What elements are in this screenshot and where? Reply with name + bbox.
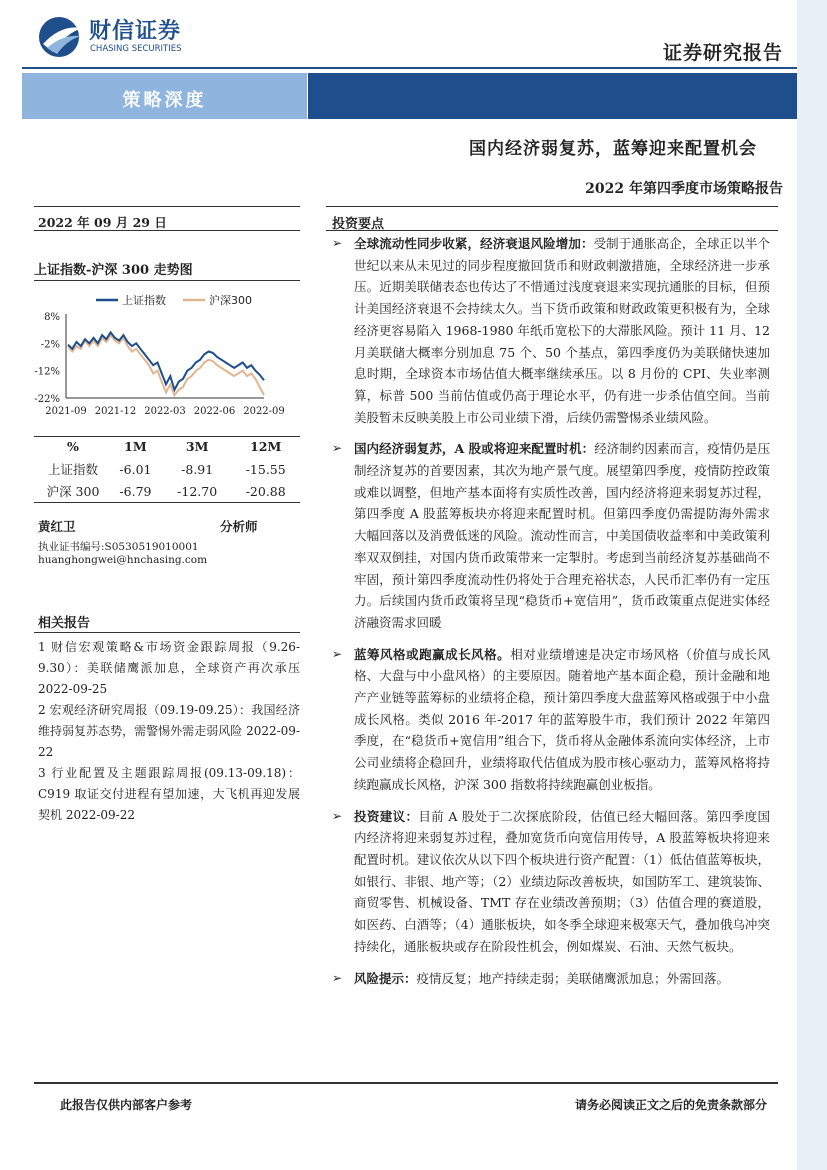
report-date: 2022 年 09 月 29 日 xyxy=(38,215,167,230)
performance-table xyxy=(38,434,300,502)
top-divider xyxy=(22,67,797,69)
arrow-bullet-icon: ➢ xyxy=(332,970,343,985)
perf-header-cell: 3M xyxy=(185,438,209,454)
banner-label: 策略深度 xyxy=(122,90,207,111)
side-strip xyxy=(797,0,827,1170)
legend-label: 沪深300 xyxy=(209,294,252,307)
arrow-bullet-icon: ➢ xyxy=(332,646,343,661)
footer-rule xyxy=(34,1082,778,1084)
legend-label: 上证指数 xyxy=(122,294,166,307)
index-trend-chart xyxy=(28,288,300,423)
series-line-0 xyxy=(68,332,264,389)
x-tick-label: 2022-03 xyxy=(144,406,186,417)
table-top-rule xyxy=(34,436,300,437)
related-section-label: 相关报告 xyxy=(38,616,91,631)
banner-bar xyxy=(308,73,797,119)
bullet-body: 目前 A 股处于二次探底阶段，估值已经大幅回落。第四季度国内经济将迎来弱复苏过程，叠加宽货币向宽信用传导，A 股蓝筹板块将迎来配置时机。建议依次从以下四个板块进行资产配置：（1）低估值蓝筹板块，如银行、非银、地产等；（2）业绩边际改善板块，如国防军工、建筑装饰、商贸零售、机械设备、TMT 存在业绩改善预期；（3）估值合理的赛道股，如医药、白酒等；（4）通胀板块，如冬季全球迎来极寒天气，叠加俄乌冲突持续化，通胀板块或存在阶段性机会，例如煤炭、石油、天然气板块。 xyxy=(354,808,770,954)
y-tick-label: -12% xyxy=(34,366,60,378)
y-tick-label: 8% xyxy=(44,312,60,323)
bullet-body: 受制于通胀高企，全球正以半个世纪以来从未见过的同步程度撤回货币和财政刺激措施，全球经济进一步承压。近期美联储表态也传达了不惜通过浅度衰退来实现抗通胀的目标，但预计美国经济衰退不会持续太久。当下货币政策和财政政策更积极有为，全球经济更容易陷入 1968-1980 年纸币宽松下的大滞胀风险。预计 11 月、12 月美联储大概率分别加息 75 个、50 个基点，第四季度仍为美联储快速加息时期，全球资本市场估值大概率继续承压。以 8 月份的 CPI、失业率测算，标普 500 当前估值或仍高于理论水平，仍有进一步杀估值空间。当前美股暂未反映美股上市公司业绩下滑，后续仍需警惕杀业绩风险。 xyxy=(354,236,770,425)
company-logo xyxy=(37,14,197,60)
perf-cell: -20.88 xyxy=(245,483,286,499)
perf-header-cell: % xyxy=(67,438,79,454)
key-points-list xyxy=(330,233,770,999)
x-tick-label: 2021-09 xyxy=(45,406,87,417)
footer-disclaimer: 请务必阅读正文之后的免责条款部分 xyxy=(574,1098,767,1112)
left-top-rule xyxy=(34,206,300,207)
logo-emblem-icon xyxy=(37,14,87,60)
arrow-bullet-icon: ➢ xyxy=(332,441,343,456)
arrow-bullet-icon: ➢ xyxy=(332,808,343,823)
banner-category xyxy=(22,73,307,119)
bullet-heading: 全球流动性同步收紧，经济衰退风险增加： xyxy=(354,236,594,251)
perf-cell: -12.70 xyxy=(177,483,218,499)
perf-cell: 上证指数 xyxy=(47,462,98,477)
table-bottom-rule xyxy=(34,502,300,503)
perf-cell: -8.91 xyxy=(181,461,214,477)
list-item xyxy=(330,233,770,428)
bullet-heading: 风险提示： xyxy=(354,970,417,986)
perf-header-cell: 1M xyxy=(124,438,147,454)
bullet-body: 疫情反复；地产持续走弱；美联储鹰派加息；外需回落。 xyxy=(416,970,730,986)
list-item xyxy=(330,968,770,990)
perf-header-cell: 12M xyxy=(250,438,282,454)
footer-note: 此报告仅供内部客户参考 xyxy=(60,1098,193,1112)
arrow-bullet-icon: ➢ xyxy=(332,236,343,250)
analyst-cert: 执业证书编号:S0530519010001 xyxy=(38,541,199,553)
list-item xyxy=(330,644,770,796)
performance-header-row xyxy=(38,434,300,458)
bullet-body: 经济制约因素而言，疫情仍是压制经济复苏的首要因素，其次为地产景气度。展望第四季度，疫情防控政策或难以调整，但地产基本面将有实质性改善，国内经济将迎来弱复苏过程，第四季度 A 股蓝筹板块亦将迎来配置时机。但第四季度仍需提防海外需求大幅回落以及消费低迷的风险。流动性而言，中美国债收益率和中美政策利率双双倒挂，对国内货币政策带来一定掣肘。考虑到当前经济复苏基础尚不牢固，预计第四季度流动性仍将处于合理充裕状态，人民币汇率仍有一定压力。后续国内货币政策将呈现“稳货币+宽信用”，货币政策重点促进实体经济融资需求回暖 xyxy=(354,441,770,630)
report-type: 证券研究报告 xyxy=(662,42,783,64)
right-top-rule xyxy=(326,206,778,207)
perf-cell: -15.55 xyxy=(245,461,286,477)
table-row xyxy=(38,480,300,502)
x-tick-label: 2022-06 xyxy=(193,406,236,417)
kp-rule xyxy=(326,230,778,231)
perf-cell: -6.79 xyxy=(119,483,152,499)
perf-cell: -6.01 xyxy=(119,461,152,477)
related-report-link[interactable]: 3 行业配置及主题跟踪周报(09.13-09.18)：C919 取证交付进程有望加速，大飞机再迎发展契机 2022-09-22 xyxy=(38,766,300,822)
page-title: 国内经济弱复苏，蓝筹迎来配置机会 xyxy=(469,139,757,159)
logo-name-en: CHASING SECURITIES xyxy=(90,44,182,54)
analyst-name: 黄红卫 xyxy=(38,519,76,534)
y-tick-label: -22% xyxy=(34,394,60,405)
analyst-email-link[interactable]: huanghongwei@hnchasing.com xyxy=(38,554,208,566)
related-report-link[interactable]: 2 宏观经济研究周报（09.19-09.25）：我国经济维持弱复苏态势，需警惕外需走弱风险 2022-09-22 xyxy=(38,703,300,759)
bullet-body: 相对业绩增速是决定市场风格（价值与成长风格、大盘与中小盘风格）的主要原因。随着地产基本面企稳，预计金融和地产产业链等蓝筹标的业绩将企稳，预计第四季度大盘蓝筹风格或强于中小盘成长风格。类似 2016 年-2017 年的蓝筹股牛市，我们预计 2022 年第四季度，在“稳货币+宽信用”组合下，货币将从金融体系流向实体经济，上市公司业绩将企稳回升，业绩将取代估值成为股市核心驱动力，蓝筹风格将持续跑赢成长风格，沪深 300 指数将持续跑赢创业板指。 xyxy=(354,646,770,792)
list-item xyxy=(330,806,770,958)
x-tick-label: 2021-12 xyxy=(94,406,137,417)
chart-section-label: 上证指数-沪深 300 走势图 xyxy=(34,263,193,278)
perf-cell: 沪深 300 xyxy=(46,484,100,499)
list-item xyxy=(330,438,770,633)
related-rule xyxy=(34,632,300,633)
bullet-heading: 国内经济弱复苏，A 股或将迎来配置时机： xyxy=(354,441,595,457)
bullet-heading: 蓝筹风格或跑赢成长风格。 xyxy=(354,646,511,662)
chart-label-rule xyxy=(34,280,300,281)
table-row xyxy=(38,458,300,480)
bullet-heading: 投资建议： xyxy=(354,808,419,824)
x-tick-label: 2022-09 xyxy=(243,406,285,417)
related-reports-list xyxy=(38,637,300,826)
page-subtitle: 2022 年第四季度市场策略报告 xyxy=(585,181,783,197)
related-report-link[interactable]: 1 财信宏观策略&市场资金跟踪周报（9.26-9.30）：美联储鹰派加息，全球资产再次承压 2022-09-25 xyxy=(38,640,300,696)
analyst-title: 分析师 xyxy=(220,519,258,534)
logo-name-cn: 财信证券 xyxy=(89,19,182,44)
y-tick-label: -2% xyxy=(40,339,60,351)
key-points-label: 投资要点 xyxy=(332,217,385,232)
